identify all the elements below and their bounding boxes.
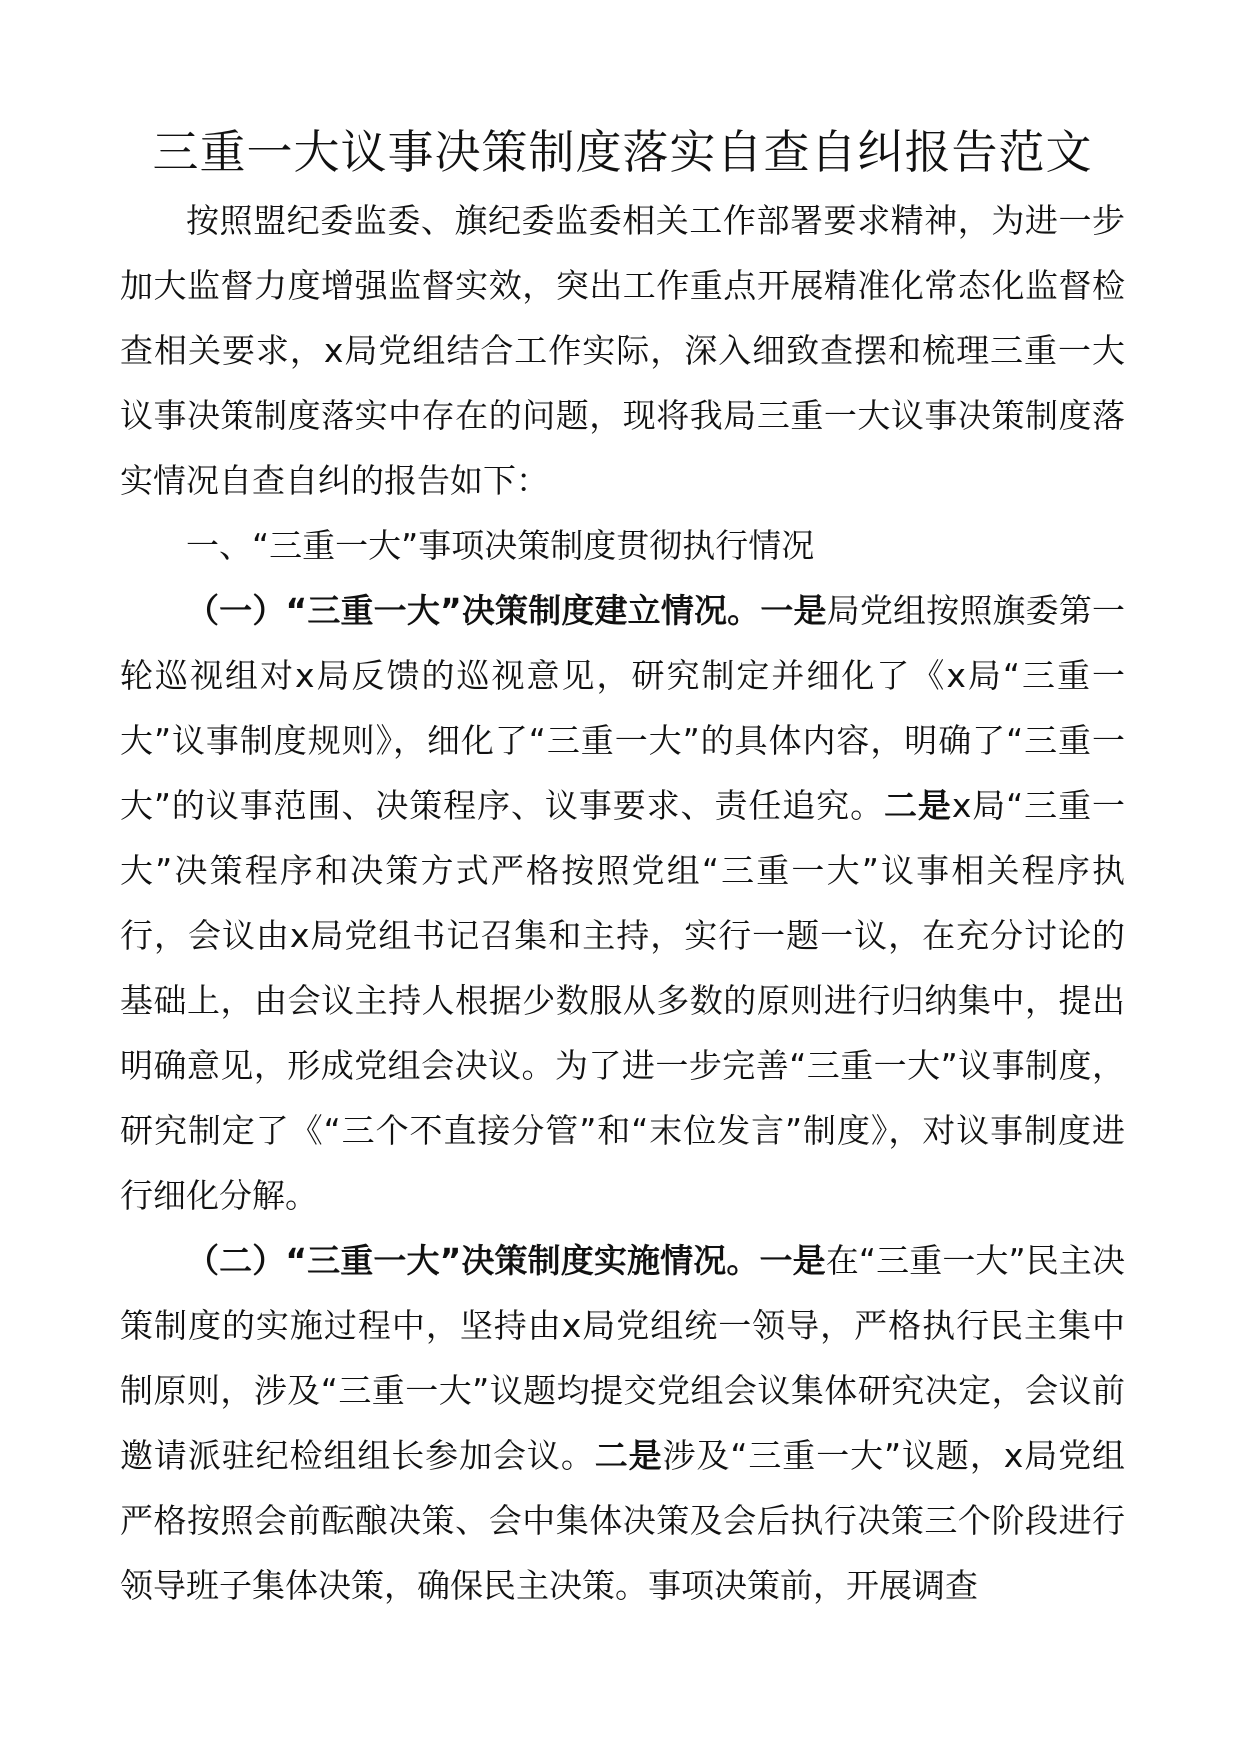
paragraph-text: 局党组按照旗委第一轮巡视组对x局反馈的巡视意见，研究制定并细化了《x局“三重一大”议事制度规则》，细化了“三重一大”的具体内容，明确了“三重一大”的议事范围、决策程序、议事要求、责任追究。: [120, 591, 1126, 825]
marker-first: 一是: [759, 1241, 826, 1280]
subheading-implementation: （二）“三重一大”决策制度实施情况。: [186, 1241, 760, 1280]
paragraph-text: x局“三重一大”决策程序和决策方式严格按照党组“三重一大”议事相关程序执行，会议由x局党组书记召集和主持，实行一题一议，在充分讨论的基础上，由会议主持人根据少数服从多数的原则进行归纳集中，提出明确意见，形成党组会决议。为了进一步完善“三重一大”议事制度，研究制定了《“三个不直接分管”和“末位发言”制度》，对议事制度进行细化分解。: [120, 786, 1125, 1215]
marker-second: 二是: [884, 786, 952, 825]
paragraph-establishment: [120, 578, 1125, 1228]
document-page: [120, 120, 1125, 1618]
subheading-establishment: （一）“三重一大”决策制度建立情况。: [186, 591, 761, 630]
paragraph-text: 涉及“三重一大”议题，x局党组严格按照会前酝酿决策、会中集体决策及会后执行决策三个阶段进行领导班子集体决策，确保民主决策。事项决策前，开展调查: [120, 1436, 1126, 1605]
document-title: 三重一大议事决策制度落实自查自纠报告范文: [152, 125, 1093, 179]
paragraph-text: 在“三重一大”民主决策制度的实施过程中，坚持由x局党组统一领导，严格执行民主集中制原则，涉及“三重一大”议题均提交党组会议集体研究决定，会议前邀请派驻纪检组组长参加会议。: [120, 1241, 1125, 1475]
marker-second: 二是: [594, 1436, 663, 1475]
paragraph-implementation: [120, 1228, 1125, 1618]
marker-first: 一是: [760, 591, 827, 630]
section-heading-1: 一、“三重一大”事项决策制度贯彻执行情况: [186, 526, 815, 565]
intro-paragraph: 按照盟纪委监委、旗纪委监委相关工作部署要求精神，为进一步加大监督力度增强监督实效，突出工作重点开展精准化常态化监督检查相关要求，x局党组结合工作实际，深入细致查摆和梳理三重一大议事决策制度落实中存在的问题，现将我局三重一大议事决策制度落实情况自查自纠的报告如下：: [120, 201, 1125, 500]
